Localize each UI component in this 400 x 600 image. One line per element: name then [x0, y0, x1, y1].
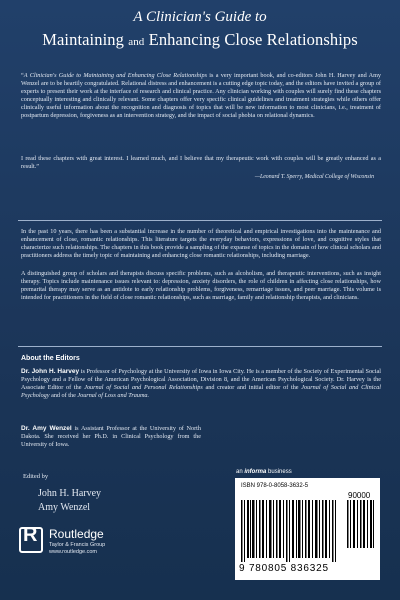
- publisher-name: Routledge: [49, 527, 104, 541]
- bio-journal: Journal of Social and Personal Relationships: [84, 383, 203, 391]
- publisher-group: Taylor & Francis Group: [49, 542, 106, 548]
- barcode-number: 9 780805 836325: [239, 563, 329, 574]
- informa-brand: informa: [244, 469, 267, 475]
- bio-text: and of the: [49, 391, 78, 399]
- editor-bio-harvey: [21, 368, 381, 400]
- review-quote: [21, 72, 381, 119]
- barcode-panel: [235, 478, 380, 580]
- isbn-text: ISBN 978-0-8058-3632-5: [241, 483, 309, 489]
- editor-bio-wenzel: [21, 425, 201, 449]
- bio-name: Dr. John H. Harvey: [21, 368, 80, 375]
- title-word-and: and: [128, 36, 145, 48]
- price-barcode-graphic: [347, 500, 375, 548]
- quote-text: is a very important book, and co-editors John H. Harvey and Amy Wenzel are to be heartily congratulated. Relational distress and enhancement is a cutting edge topic today, and the editors have invited a group of experts to present their work at the interface of research and clinical practice. Any clinician working with couples will surely find these chapters conceptually interesting and clinically relevant. Some chapters offer very specific clinical guidelines and treatment strategies while others offer clinically useful information about the recognition and diagnosis of topics that will be new information to most clinicians, i.e., treatment of postpartum depression, forgiveness as an intervention strategy, and the impact of social phobia on relational dynamics.: [21, 72, 381, 119]
- about-editors-heading: About the Editors: [21, 355, 80, 362]
- informa-suffix: business: [266, 469, 292, 475]
- divider: [18, 346, 382, 347]
- bio-text: and creator and initial editor of the: [202, 383, 302, 391]
- editor-name-2: Amy Wenzel: [38, 502, 91, 513]
- bio-text: is Professor of Psychology at the University of Iowa in Iowa City. He is a member of the Society of Experimental Social Psychology and a Fellow of the American Psychological Association, Division 8, and the American Psychological Society. Dr. Harvey is the Associate Editor of the: [21, 368, 381, 391]
- editor-name-1: John H. Harvey: [38, 488, 102, 499]
- price-code: 90000: [348, 491, 371, 500]
- edited-by-label: Edited by: [23, 473, 49, 480]
- title-word-maintaining: Maintaining: [42, 30, 124, 49]
- bio-name: Dr. Amy Wenzel: [21, 425, 72, 432]
- quote-attribution: —Leonard T. Sperry, Medical College of Wisconsin: [254, 174, 374, 180]
- bio-journal: Journal of Social and Clinical Psychology: [21, 383, 382, 399]
- description-paragraph-2: A distinguished group of scholars and therapists discuss specific problems, such as alcoholism, and therapeutic interventions, such as insight therapy. Topics include maintenance issues relevant to: depression, anxiety disorders, the role of children in affecting close relationships, how premarital therapy may serve as an antidote to early relationship problems, forgiveness, remarriage issues, and peer marriage. This volume is intended for practitioners in the field of close romantic relationships, such as marriage, family and relationship therapists, and clinicians.: [21, 270, 381, 301]
- divider: [18, 220, 382, 221]
- review-quote-closing: I read these chapters with great interest. I learned much, and I believe that my therapeutic work with couples will be greatly enhanced as a result.”: [21, 155, 381, 170]
- quote-book-title: A Clinician's Guide to Maintaining and Enhancing Close Relationships: [23, 72, 207, 79]
- publisher-url: www.routledge.com: [49, 549, 97, 555]
- title-line-1: A Clinician's Guide to: [133, 9, 267, 25]
- routledge-r-glyph: R: [23, 524, 38, 546]
- quote-open-mark: “: [21, 72, 24, 79]
- description-paragraph-1: In the past 10 years, there has been a substantial increase in the number of theoretical and empirical investigations into the maintenance and enhancement of close, romantic relationships. This literature targets the everyday behaviors, expressions of love, and cognitive styles that characterize such relationships. The chapters in this book provide a sampling of the expanse of topics in the domain of how clinical scholars and practitioners address the timely topic of maintaining and enhancing close romantic relationships, including marriage.: [21, 228, 381, 259]
- bio-text: is Assistant Professor at the University of North Dakota. She received her Ph.D. in Clinical Psychology from the University of Iowa.: [21, 425, 201, 448]
- title-line-2: [0, 30, 400, 50]
- informa-business-label: [236, 469, 292, 475]
- title-words-enhancing: Enhancing Close Relationships: [148, 30, 358, 49]
- informa-prefix: an: [236, 469, 245, 475]
- bio-journal: Journal of Loss and Trauma.: [77, 391, 150, 399]
